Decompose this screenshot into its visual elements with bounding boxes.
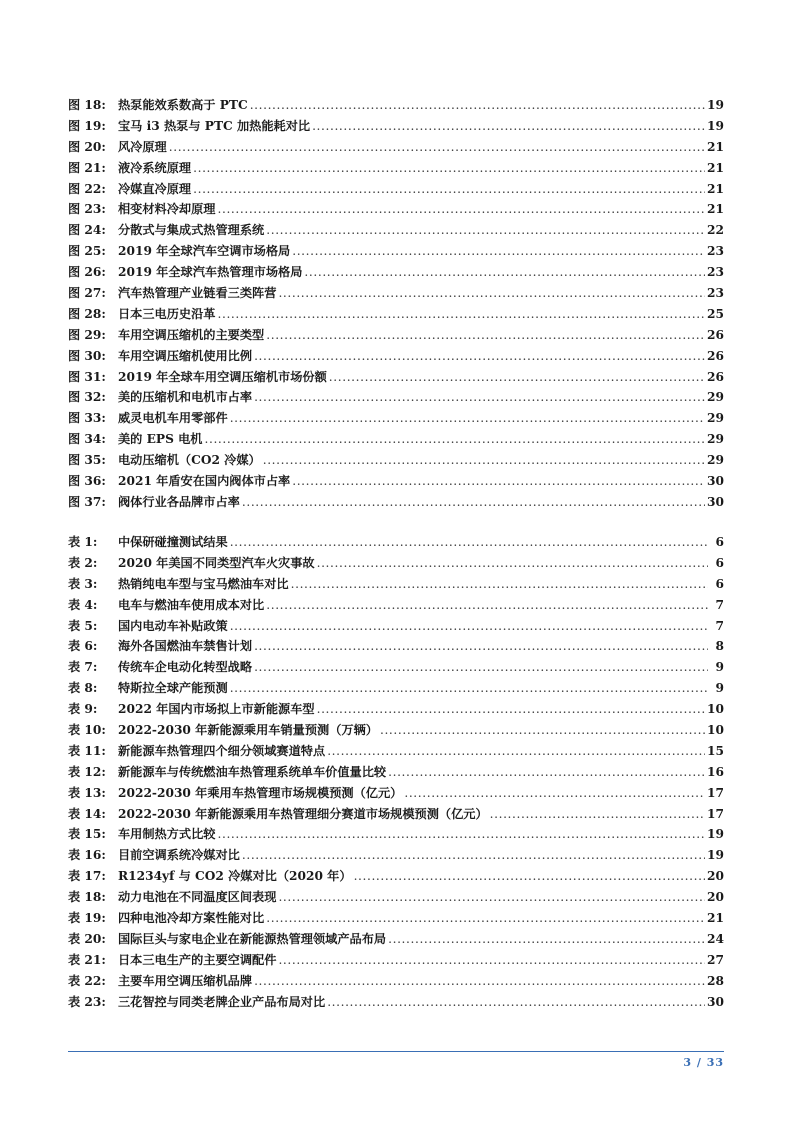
- table-entry[interactable]: [68, 553, 724, 574]
- table-page-number: 24: [707, 931, 724, 946]
- table-entry[interactable]: [68, 887, 724, 908]
- dot-leader: [266, 908, 705, 929]
- dot-leader: [388, 762, 705, 783]
- figure-title: 2019 年全球车用空调压缩机市场份额: [118, 369, 327, 384]
- dot-leader: [266, 595, 708, 616]
- figure-entry[interactable]: [68, 387, 724, 408]
- table-title: 特斯拉全球产能预测: [118, 681, 228, 696]
- table-title: 动力电池在不同温度区间表现: [118, 890, 277, 905]
- table-page-number: 6: [715, 535, 724, 549]
- table-page-number: 21: [707, 911, 724, 926]
- table-number: 表 2:: [68, 555, 98, 570]
- table-title: 2022-2030 年乘用车热管理市场规模预测（亿元）: [118, 785, 403, 800]
- table-entry[interactable]: [68, 657, 724, 678]
- dot-leader: [278, 950, 705, 971]
- dot-leader: [205, 429, 706, 450]
- dot-leader: [230, 616, 708, 637]
- dot-leader: [380, 720, 705, 741]
- table-page-number: 30: [707, 994, 724, 1009]
- table-number: 表 5:: [68, 618, 98, 633]
- figure-page-number: 23: [707, 286, 724, 301]
- dot-leader: [250, 95, 705, 116]
- table-page-number: 19: [707, 827, 724, 842]
- dot-leader: [329, 367, 705, 388]
- dot-leader: [254, 636, 708, 657]
- figure-entry[interactable]: [68, 429, 724, 450]
- figure-title: 冷媒直冷原理: [118, 181, 192, 196]
- table-title: 国内电动车补贴政策: [118, 618, 228, 633]
- dot-leader: [312, 116, 705, 137]
- figure-number: 图 36:: [68, 474, 106, 489]
- figure-title: 车用空调压缩机的主要类型: [118, 327, 265, 342]
- figure-entry[interactable]: [68, 95, 724, 116]
- figure-page-number: 26: [707, 348, 724, 363]
- table-number: 表 15:: [68, 827, 106, 842]
- dot-leader: [263, 450, 705, 471]
- table-title: 2022-2030 年新能源乘用车销量预测（万辆）: [118, 723, 378, 738]
- table-entry[interactable]: [68, 741, 724, 762]
- table-entry[interactable]: [68, 824, 724, 845]
- figure-entry[interactable]: [68, 283, 724, 304]
- figure-page-number: 23: [707, 265, 724, 280]
- figure-entry[interactable]: [68, 492, 724, 513]
- figure-number: 图 37:: [68, 494, 106, 509]
- table-title: 四种电池冷却方案性能对比: [118, 911, 265, 926]
- dot-leader: [317, 699, 705, 720]
- dot-leader: [242, 845, 705, 866]
- dot-leader: [327, 992, 705, 1013]
- figure-title: 日本三电历史沿革: [118, 306, 216, 321]
- figure-number: 图 23:: [68, 202, 106, 217]
- figure-entry[interactable]: [68, 262, 724, 283]
- dot-leader: [327, 741, 705, 762]
- table-page-number: 17: [707, 785, 724, 800]
- dot-leader: [388, 929, 705, 950]
- figure-page-number: 29: [707, 453, 724, 468]
- table-number: 表 13:: [68, 785, 106, 800]
- figure-entry[interactable]: [68, 179, 724, 200]
- figure-page-number: 29: [707, 390, 724, 405]
- table-entry[interactable]: [68, 532, 724, 553]
- figure-number: 图 22:: [68, 181, 106, 196]
- figure-title: 阀体行业各品牌市占率: [118, 494, 240, 509]
- table-entry[interactable]: [68, 950, 724, 971]
- table-entry[interactable]: [68, 595, 724, 616]
- figure-entry[interactable]: [68, 450, 724, 471]
- dot-leader: [169, 137, 705, 158]
- figure-number: 图 20:: [68, 139, 106, 154]
- figure-page-number: 29: [707, 411, 724, 426]
- table-page-number: 6: [715, 576, 724, 591]
- figure-page-number: 25: [707, 306, 724, 321]
- dot-leader: [278, 283, 705, 304]
- dot-leader: [292, 471, 705, 492]
- table-page-number: 15: [707, 743, 724, 758]
- figure-page-number: 21: [707, 202, 724, 217]
- figure-entry[interactable]: [68, 346, 724, 367]
- table-number: 表 23:: [68, 994, 106, 1009]
- table-title: 国际巨头与家电企业在新能源热管理领域产品布局: [118, 931, 387, 946]
- footer-rule: [68, 1051, 724, 1052]
- figure-title: 美的 EPS 电机: [118, 432, 203, 447]
- table-title: 新能源车与传统燃油车热管理系统单车价值量比较: [118, 764, 387, 779]
- figure-number: 图 24:: [68, 223, 106, 238]
- table-title: 海外各国燃油车禁售计划: [118, 639, 253, 654]
- table-page-number: 10: [707, 702, 724, 717]
- table-entry[interactable]: [68, 699, 724, 720]
- figure-title: 宝马 i3 热泵与 PTC 加热能耗对比: [118, 118, 311, 133]
- table-page-number: 28: [707, 973, 724, 988]
- table-title: 日本三电生产的主要空调配件: [118, 952, 277, 967]
- table-page-number: 9: [715, 681, 724, 696]
- dot-leader: [218, 199, 706, 220]
- figure-title: 2019 年全球汽车空调市场格局: [118, 244, 291, 259]
- dot-leader: [266, 220, 705, 241]
- table-title: 主要车用空调压缩机品牌: [118, 973, 253, 988]
- figure-entry[interactable]: [68, 158, 724, 179]
- table-title: 2022 年国内市场拟上市新能源车型: [118, 702, 315, 717]
- table-title: 电车与燃油车使用成本对比: [118, 597, 265, 612]
- table-number: 表 3:: [68, 576, 98, 591]
- table-title: 新能源车热管理四个细分领域赛道特点: [118, 743, 326, 758]
- figure-page-number: 19: [707, 118, 724, 133]
- figure-entry[interactable]: [68, 116, 724, 137]
- figure-title: 汽车热管理产业链看三类阵营: [118, 286, 277, 301]
- figure-page-number: 19: [707, 98, 724, 112]
- table-number: 表 1:: [68, 535, 98, 549]
- table-entry[interactable]: [68, 678, 724, 699]
- table-number: 表 18:: [68, 890, 106, 905]
- figure-number: 图 21:: [68, 160, 106, 175]
- figure-number: 图 34:: [68, 432, 106, 447]
- table-page-number: 7: [715, 597, 724, 612]
- dot-leader: [218, 824, 706, 845]
- dot-leader: [230, 678, 708, 699]
- figure-entry[interactable]: [68, 367, 724, 388]
- table-page-number: 27: [707, 952, 724, 967]
- dot-leader: [490, 804, 705, 825]
- table-entry[interactable]: [68, 929, 724, 950]
- figure-page-number: 30: [707, 494, 724, 509]
- dot-leader: [242, 492, 705, 513]
- table-number: 表 6:: [68, 639, 98, 654]
- dot-leader: [254, 971, 705, 992]
- table-page-number: 16: [707, 764, 724, 779]
- table-entry[interactable]: [68, 908, 724, 929]
- dot-leader: [193, 158, 705, 179]
- dot-leader: [254, 346, 705, 367]
- table-entry[interactable]: [68, 574, 724, 595]
- table-title: 2022-2030 年新能源乘用车热管理细分赛道市场规模预测（亿元）: [118, 806, 488, 821]
- table-entry[interactable]: [68, 762, 724, 783]
- table-entry[interactable]: [68, 720, 724, 741]
- figure-page-number: 22: [707, 223, 724, 238]
- table-number: 表 4:: [68, 597, 98, 612]
- table-entry[interactable]: [68, 616, 724, 637]
- figure-page-number: 26: [707, 327, 724, 342]
- figure-page-number: 29: [707, 432, 724, 447]
- table-title: 目前空调系统冷媒对比: [118, 848, 240, 863]
- dot-leader: [218, 304, 706, 325]
- figure-entry[interactable]: [68, 241, 724, 262]
- figure-entry[interactable]: [68, 304, 724, 325]
- table-number: 表 19:: [68, 911, 106, 926]
- figure-page-number: 30: [707, 474, 724, 489]
- figure-title: 威灵电机车用零部件: [118, 411, 228, 426]
- table-number: 表 14:: [68, 806, 106, 821]
- figure-entry[interactable]: [68, 325, 724, 346]
- table-page-number: 19: [707, 848, 724, 863]
- figure-entry[interactable]: [68, 471, 724, 492]
- table-title: 中保研碰撞测试结果: [118, 535, 228, 549]
- dot-leader: [304, 262, 705, 283]
- figure-page-number: 23: [707, 244, 724, 259]
- figure-number: 图 18:: [68, 98, 106, 112]
- figure-page-number: 21: [707, 181, 724, 196]
- figure-entry[interactable]: [68, 408, 724, 429]
- figure-title: 相变材料冷却原理: [118, 202, 216, 217]
- figure-number: 图 32:: [68, 390, 106, 405]
- table-entry[interactable]: [68, 804, 724, 825]
- dot-leader: [230, 408, 705, 429]
- dot-leader: [291, 574, 708, 595]
- table-title: 传统车企电动化转型战略: [118, 660, 253, 675]
- table-title: R1234yf 与 CO2 冷媒对比（2020 年）: [118, 869, 352, 884]
- table-number: 表 11:: [68, 743, 106, 758]
- table-page-number: 8: [715, 639, 724, 654]
- figure-title: 美的压缩机和电机市占率: [118, 390, 253, 405]
- figure-title: 2021 年盾安在国内阀体市占率: [118, 474, 291, 489]
- table-page-number: 20: [707, 890, 724, 905]
- figure-list: [68, 95, 724, 513]
- dot-leader: [404, 783, 705, 804]
- page-indicator: 3 / 33: [683, 1056, 724, 1069]
- figure-entry[interactable]: [68, 220, 724, 241]
- table-number: 表 12:: [68, 764, 106, 779]
- table-entry[interactable]: [68, 845, 724, 866]
- table-number: 表 22:: [68, 973, 106, 988]
- table-number: 表 10:: [68, 723, 106, 738]
- table-number: 表 7:: [68, 660, 98, 675]
- figure-number: 图 30:: [68, 348, 106, 363]
- figure-title: 2019 年全球汽车热管理市场格局: [118, 265, 303, 280]
- table-number: 表 20:: [68, 931, 106, 946]
- figure-number: 图 31:: [68, 369, 106, 384]
- figure-title: 电动压缩机（CO2 冷媒）: [118, 453, 261, 468]
- table-number: 表 16:: [68, 848, 106, 863]
- figure-number: 图 26:: [68, 265, 106, 280]
- figure-entry[interactable]: [68, 137, 724, 158]
- figure-number: 图 25:: [68, 244, 106, 259]
- dot-leader: [278, 887, 705, 908]
- figure-page-number: 21: [707, 160, 724, 175]
- table-page-number: 20: [707, 869, 724, 884]
- figure-title: 分散式与集成式热管理系统: [118, 223, 265, 238]
- table-number: 表 9:: [68, 702, 98, 717]
- table-page-number: 6: [715, 555, 724, 570]
- table-page-number: 9: [715, 660, 724, 675]
- figure-number: 图 29:: [68, 327, 106, 342]
- table-title: 三花智控与同类老牌企业产品布局对比: [118, 994, 326, 1009]
- dot-leader: [193, 179, 705, 200]
- table-page-number: 10: [707, 723, 724, 738]
- dot-leader: [254, 387, 705, 408]
- table-entry[interactable]: [68, 992, 724, 1013]
- table-list: [68, 532, 724, 1012]
- table-title: 车用制热方式比较: [118, 827, 216, 842]
- figure-entry[interactable]: [68, 199, 724, 220]
- table-entry[interactable]: [68, 971, 724, 992]
- table-entry[interactable]: [68, 636, 724, 657]
- figure-page-number: 26: [707, 369, 724, 384]
- figure-page-number: 21: [707, 139, 724, 154]
- dot-leader: [317, 553, 708, 574]
- figure-number: 图 28:: [68, 306, 106, 321]
- dot-leader: [254, 657, 708, 678]
- table-page-number: 7: [715, 618, 724, 633]
- table-entry[interactable]: [68, 783, 724, 804]
- table-number: 表 21:: [68, 952, 106, 967]
- figure-title: 液冷系统原理: [118, 160, 192, 175]
- table-number: 表 8:: [68, 681, 98, 696]
- figure-title: 风冷原理: [118, 139, 167, 154]
- table-title: 热销纯电车型与宝马燃油车对比: [118, 576, 289, 591]
- table-number: 表 17:: [68, 869, 106, 884]
- figure-title: 热泵能效系数高于 PTC: [118, 98, 248, 112]
- table-page-number: 17: [707, 806, 724, 821]
- table-entry[interactable]: [68, 866, 724, 887]
- figure-number: 图 27:: [68, 286, 106, 301]
- table-title: 2020 年美国不同类型汽车火灾事故: [118, 555, 315, 570]
- figure-title: 车用空调压缩机使用比例: [118, 348, 253, 363]
- dot-leader: [292, 241, 705, 262]
- dot-leader: [354, 866, 705, 887]
- figure-number: 图 35:: [68, 453, 106, 468]
- figure-number: 图 19:: [68, 118, 106, 133]
- figure-number: 图 33:: [68, 411, 106, 426]
- dot-leader: [230, 532, 708, 553]
- dot-leader: [266, 325, 705, 346]
